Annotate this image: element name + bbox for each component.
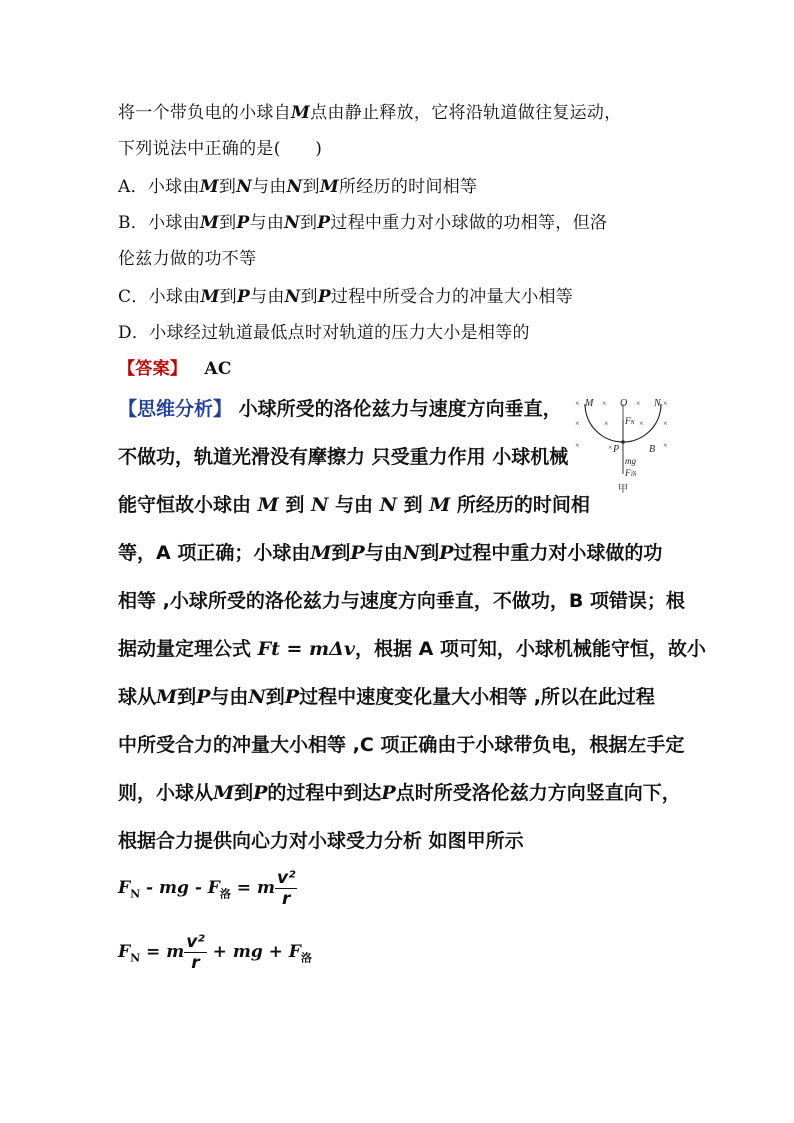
analysis-line6: 据动量定理公式 Ft = mΔv，根据 A 项可知，小球机械能守恒，故小 xyxy=(118,638,706,660)
label-M: M xyxy=(585,398,594,409)
svg-text:×: × xyxy=(639,419,644,428)
svg-text:×: × xyxy=(604,419,609,428)
momentum-formula: Ft = mΔv xyxy=(257,638,355,660)
answer-line xyxy=(118,354,232,379)
formula-1: $F_N$ - mg - $F_洛 = m$ $\frac{\text{v²}}{r}$ xyxy=(118,868,296,909)
analysis-line2: 不做功，轨道光滑没有摩擦力 只受重力作用 小球机械 xyxy=(118,446,569,468)
figure-caption: 甲 xyxy=(618,484,628,495)
svg-text:×: × xyxy=(663,419,668,428)
svg-text:×: × xyxy=(575,441,580,450)
svg-text:×: × xyxy=(575,419,580,428)
analysis-line3: 能守恒故小球由 M 到 N 与由 N 到 M 所经历的时间相 xyxy=(118,494,590,516)
formula-2: $F_N = m$ $\frac{\text{v²}}{r}$ + mg + $F_洛$ xyxy=(118,932,312,973)
ball xyxy=(621,440,625,444)
label-O: O xyxy=(620,398,628,409)
option-d: D．小球经过轨道最低点时对轨道的压力大小是相等的 xyxy=(118,323,530,343)
label-FN: FN xyxy=(625,416,635,426)
fraction-v2-over-r: $\frac{\text{v²}}{r}$ xyxy=(186,932,205,973)
figure-track-diagram xyxy=(566,392,678,496)
label-F-lorentz: F洛 xyxy=(625,468,637,478)
fraction-v2-over-r: $\frac{\text{v²}}{r}$ xyxy=(276,868,296,909)
label-mg: mg xyxy=(625,456,636,466)
label-B: B xyxy=(649,444,656,455)
option-b-line2: 伦兹力做的功不等 xyxy=(118,249,257,269)
analysis-line9: 则，小球从M到P的过程中到达P点时所受洛伦兹力方向竖直向下， xyxy=(118,782,681,804)
analysis-line1: 【思维分析】 小球所受的洛伦兹力与速度方向垂直， xyxy=(118,398,562,420)
label-P: P xyxy=(613,444,620,455)
svg-text:×: × xyxy=(636,399,641,408)
question-stem-line2: 下列说法中正确的是( ) xyxy=(118,139,323,159)
analysis-line8: 中所受合力的冲量大小相等 ,C 项正确由于小球带负电，根据左手定 xyxy=(118,734,685,756)
svg-text:×: × xyxy=(608,443,613,452)
analysis-line5: 相等 ,小球所受的洛伦兹力与速度方向垂直，不做功，B 项错误；根 xyxy=(118,590,685,612)
option-c: C．小球由M到P与由N到P过程中所受合力的冲量大小相等 xyxy=(118,287,574,307)
svg-text:×: × xyxy=(663,399,668,408)
analysis-line10: 根据合力提供向心力对小球受力分析 如图甲所示 xyxy=(118,830,524,852)
option-a: A．小球由M到N与由N到M所经历的时间相等 xyxy=(118,177,478,197)
svg-text:×: × xyxy=(575,399,580,408)
analysis-line4: 等，A 项正确；小球由M到P与由N到P过程中重力对小球做的功 xyxy=(118,542,663,564)
answer-value: AC xyxy=(204,359,232,379)
answer-tag: 【答案】 xyxy=(118,359,188,379)
label-N: N xyxy=(654,398,661,409)
svg-text:×: × xyxy=(663,441,668,450)
analysis-tag: 【思维分析】 xyxy=(118,398,233,420)
option-b: B．小球由M到P与由N到P过程中重力对小球做的功相等，但洛 xyxy=(118,213,608,233)
svg-text:×: × xyxy=(602,399,607,408)
question-stem-line1: 将一个带负电的小球自M点由静止释放，它将沿轨道做往复运动， xyxy=(118,103,622,123)
analysis-line7: 球从M到P与由N到P过程中速度变化量大小相等 ,所以在此过程 xyxy=(118,686,655,708)
